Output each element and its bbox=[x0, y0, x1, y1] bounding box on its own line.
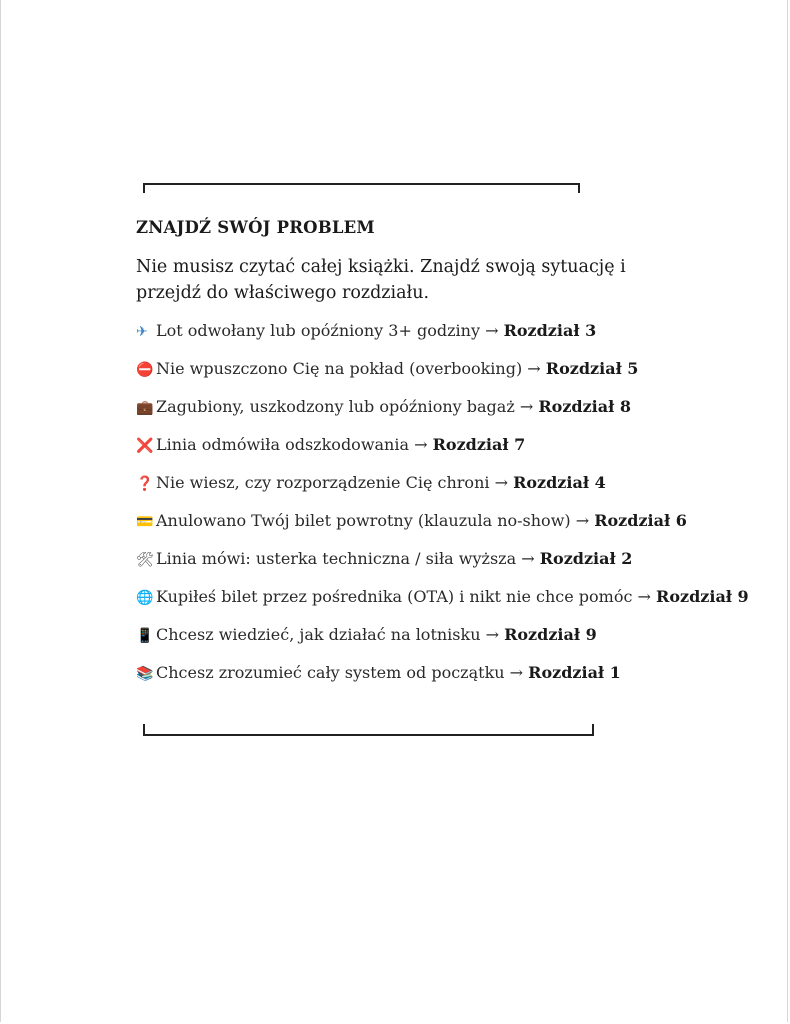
credit-card-icon: 💳 bbox=[136, 514, 154, 530]
problem-finder-section bbox=[136, 215, 749, 700]
list-item bbox=[136, 548, 736, 586]
item-text: Nie wiesz, czy rozporządzenie Cię chroni → bbox=[156, 473, 514, 492]
cross-mark-icon: ❌ bbox=[136, 438, 154, 454]
item-text: Linia mówi: usterka techniczna / siła wyższa → bbox=[156, 549, 540, 568]
list-item bbox=[136, 472, 736, 510]
books-icon: 📚 bbox=[136, 666, 154, 682]
airplane-icon: ✈ bbox=[136, 324, 148, 340]
list-item bbox=[136, 624, 736, 662]
top-bracket-divider bbox=[143, 183, 580, 193]
item-text: Chcesz wiedzieć, jak działać na lotnisku → bbox=[156, 625, 505, 644]
item-text: Kupiłeś bilet przez pośrednika (OTA) i nikt nie chce pomóc → bbox=[156, 587, 657, 606]
tools-icon: 🛠 bbox=[136, 552, 154, 568]
bottom-bracket-divider bbox=[143, 724, 594, 736]
no-entry-icon: ⛔ bbox=[136, 362, 154, 378]
list-item bbox=[136, 396, 736, 434]
globe-icon: 🌐 bbox=[136, 590, 154, 606]
problem-list bbox=[136, 320, 749, 700]
list-item bbox=[136, 434, 736, 472]
chapter-reference: Rozdział 4 bbox=[513, 473, 606, 492]
chapter-reference: Rozdział 5 bbox=[545, 359, 639, 378]
list-item bbox=[136, 586, 749, 624]
mobile-phone-icon: 📱 bbox=[136, 628, 154, 644]
chapter-reference: Rozdział 2 bbox=[539, 549, 633, 568]
item-text: Lot odwołany lub opóźniony 3+ godziny → bbox=[156, 321, 504, 340]
chapter-reference: Rozdział 9 bbox=[656, 587, 749, 606]
list-item bbox=[136, 320, 736, 358]
item-text: Anulowano Twój bilet powrotny (klauzula no-show) → bbox=[156, 511, 595, 530]
list-item bbox=[136, 358, 736, 396]
item-text: Linia odmówiła odszkodowania → bbox=[156, 435, 433, 454]
item-text: Nie wpuszczono Cię na pokład (overbooking) → bbox=[156, 359, 546, 378]
chapter-reference: Rozdział 1 bbox=[528, 663, 621, 682]
item-text: Zagubiony, uszkodzony lub opóźniony bagaż → bbox=[156, 397, 539, 416]
list-item bbox=[136, 662, 736, 700]
item-text: Chcesz zrozumieć cały system od początku → bbox=[156, 663, 529, 682]
chapter-reference: Rozdział 3 bbox=[503, 321, 597, 340]
chapter-reference: Rozdział 8 bbox=[538, 397, 631, 416]
section-intro: Nie musisz czytać całej książki. Znajdź swoją sytuację i przejdź do właściwego rozdziału. bbox=[136, 257, 626, 303]
luggage-icon: 💼 bbox=[136, 400, 154, 416]
chapter-reference: Rozdział 6 bbox=[594, 511, 687, 530]
chapter-reference: Rozdział 7 bbox=[432, 435, 526, 454]
list-item bbox=[136, 510, 736, 548]
question-mark-icon: ❓ bbox=[136, 476, 154, 492]
chapter-reference: Rozdział 9 bbox=[504, 625, 597, 644]
section-title: ZNAJDŹ SWÓJ PROBLEM bbox=[136, 218, 375, 237]
